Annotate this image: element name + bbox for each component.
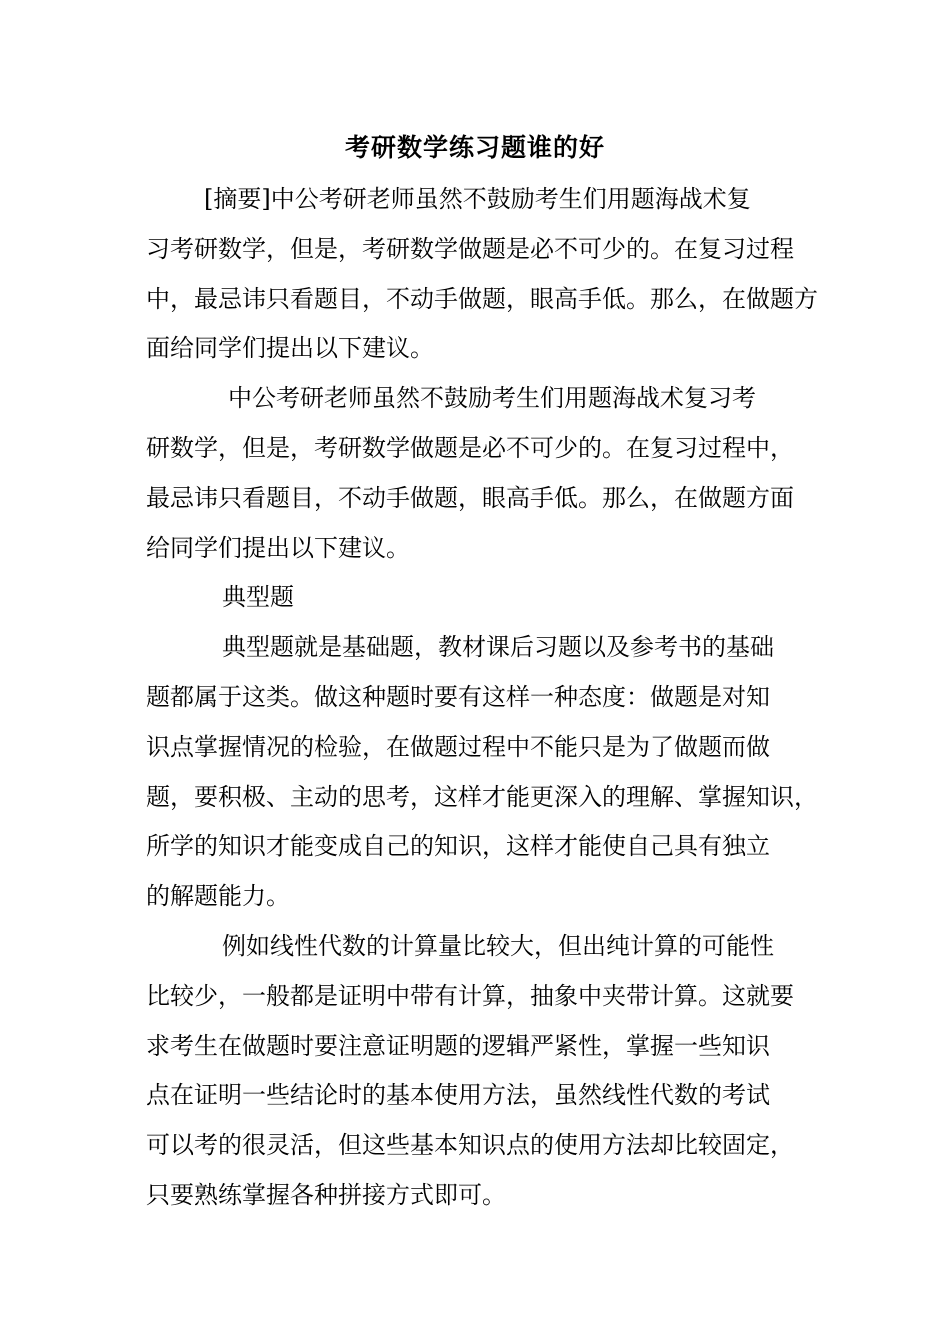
intro-line-4: 给同学们提出以下建议。: [146, 533, 410, 562]
typical-line-2: 题都属于这类。做这种题时要有这样一种态度：做题是对知: [146, 682, 770, 711]
intro-line-3: 最忌讳只看题目，不动手做题，眼高手低。那么，在做题方面: [146, 483, 794, 512]
section-heading: 典型题: [222, 583, 294, 612]
typical-line-1: 典型题就是基础题，教材课后习题以及参考书的基础: [222, 633, 774, 662]
intro-line-2: 研数学，但是，考研数学做题是必不可少的。在复习过程中，: [146, 433, 794, 462]
example-line-6: 只要熟练掌握各种拼接方式即可。: [146, 1180, 506, 1209]
example-line-1: 例如线性代数的计算量比较大，但出纯计算的可能性: [222, 931, 774, 960]
document-title: 考研数学练习题谁的好: [344, 133, 605, 162]
example-line-3: 求考生在做题时要注意证明题的逻辑严紧性，掌握一些知识: [146, 1031, 770, 1060]
example-line-4: 点在证明一些结论时的基本使用方法，虽然线性代数的考试: [146, 1081, 770, 1110]
document-body: [146, 175, 818, 1221]
intro-line-1: 中公考研老师虽然不鼓励考生们用题海战术复习考: [228, 384, 756, 413]
example-line-2: 比较少，一般都是证明中带有计算，抽象中夹带计算。这就要: [146, 981, 794, 1010]
example-line-5: 可以考的很灵活，但这些基本知识点的使用方法却比较固定，: [146, 1131, 794, 1160]
typical-line-5: 所学的知识才能变成自己的知识，这样才能使自己具有独立: [146, 832, 770, 861]
abstract-line-2: 习考研数学，但是，考研数学做题是必不可少的。在复习过程: [146, 234, 794, 263]
abstract-line-3: 中，最忌讳只看题目，不动手做题，眼高手低。那么，在做题方: [146, 284, 818, 313]
abstract-line-4: 面给同学们提出以下建议。: [146, 334, 434, 363]
typical-line-3: 识点掌握情况的检验，在做题过程中不能只是为了做题而做: [146, 732, 770, 761]
typical-line-6: 的解题能力。: [146, 882, 290, 911]
abstract-line-1: [摘要]中公考研老师虽然不鼓励考生们用题海战术复: [204, 185, 751, 213]
typical-line-4: 题，要积极、主动的思考，这样才能更深入的理解、掌握知识，: [146, 782, 818, 811]
